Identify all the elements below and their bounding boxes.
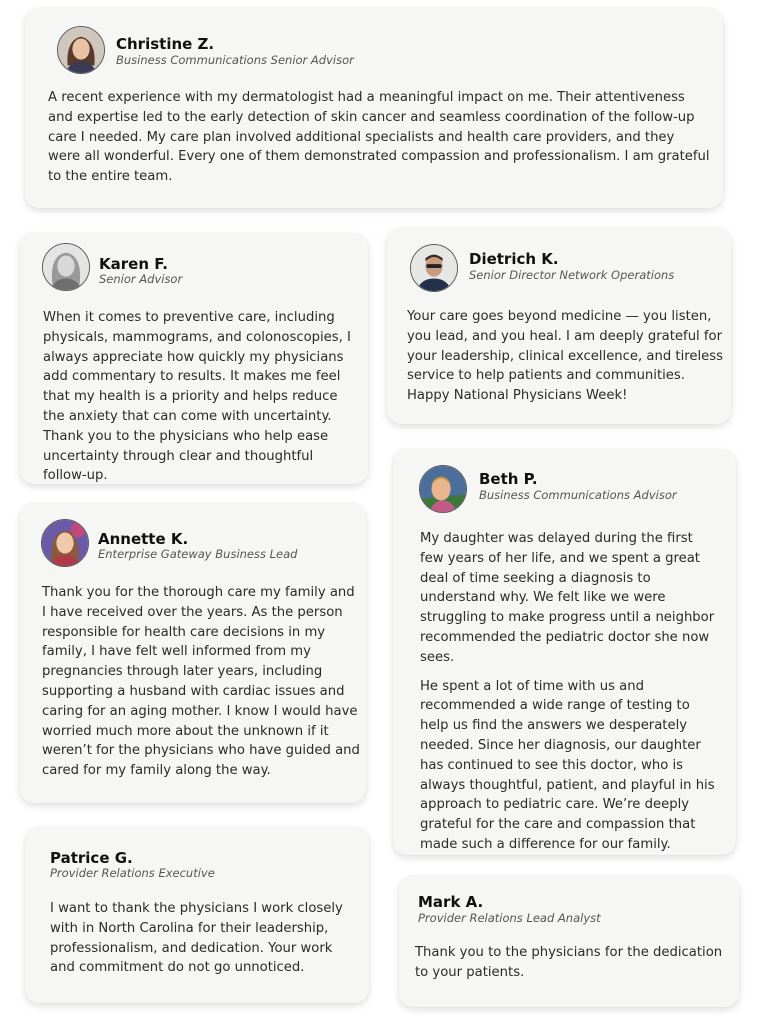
avatar [410, 244, 458, 292]
testimonial-card-christine [25, 8, 723, 208]
person-name: Karen F. [99, 255, 168, 273]
testimonial-text: I want to thank the physicians I work closely with in North Carolina for their leadership, professionalism, and dedication. Your work and commitment do not go unnoticed. [50, 901, 343, 976]
person-title: Provider Relations Executive [50, 866, 215, 880]
person-title: Business Communications Senior Advisor [116, 53, 354, 67]
avatar [42, 243, 90, 291]
testimonial-card-karen [20, 233, 368, 484]
testimonial-card-beth [393, 449, 736, 855]
person-name: Mark A. [418, 893, 484, 911]
avatar [41, 519, 89, 567]
avatar [419, 465, 467, 513]
testimonial-text [420, 529, 718, 864]
person-title: Provider Relations Lead Analyst [418, 911, 601, 925]
testimonial-card-mark [399, 876, 739, 1007]
testimonial-text: When it comes to preventive care, including physicals, mammograms, and colonoscopies, I always appreciate how quickly my physicians add commentary to results. It makes me feel that my health is a priority and helps reduce the anxiety that can come with uncertainty. Thank you to the physicians who help ease uncertainty through clear and thoughtful follow-up. [43, 310, 351, 484]
person-title: Business Communications Advisor [479, 488, 677, 502]
testimonial-text: Thank you to the physicians for the dedication to your patients. [415, 945, 723, 980]
person-title: Enterprise Gateway Business Lead [98, 547, 298, 561]
person-title: Senior Director Network Operations [469, 268, 675, 282]
testimonial-card-annette [20, 503, 366, 803]
person-title: Senior Advisor [99, 272, 183, 286]
person-name: Christine Z. [116, 35, 215, 53]
person-name: Annette K. [98, 530, 189, 548]
testimonial-text: Your care goes beyond medicine — you listen, you lead, and you heal. I am deeply grateful for your leadership, clinical excellence, and tireless service to help patients and communities. Happy National Physicians Week! [407, 309, 724, 404]
person-name: Patrice G. [50, 849, 133, 867]
testimonial-card-patrice [25, 827, 369, 1003]
testimonial-text: A recent experience with my dermatologist had a meaningful impact on me. Their attentiveness and expertise led to the early detection of skin cancer and seamless coordination of the follow-up care I needed. My care plan involved additional specialists and health care providers, and they were all wonderful. Every one of them demonstrated compassion and professionalism. I am grateful to the entire team. [48, 90, 710, 185]
testimonial-card-dietrich [387, 228, 731, 424]
testimonial-paragraph: My daughter was delayed during the first few years of her life, and we spent a great deal of time seeking a diagnosis to understand why. We felt like we were struggling to make progress until a neighbor recommended the pediatric doctor she now sees. [420, 531, 715, 665]
person-name: Dietrich K. [469, 250, 559, 268]
person-name: Beth P. [479, 470, 538, 488]
testimonial-paragraph: He spent a lot of time with us and recommended a wide range of testing to help us find the answers we desperately needed. Since her diagnosis, our daughter has continued to see this doctor, who is always thoughtful, patient, and playful in his approach to pediatric care. We’re deeply grateful for the care and compassion that made such a difference for our family. [420, 678, 715, 852]
testimonial-text: Thank you for the thorough care my family and I have received over the years. As the person responsible for health care decisions in my family, I have felt well informed from my pregnancies through later years, including supporting a husband with cardiac issues and caring for an aging mother. I know I would have worried much more about the unknown if it weren’t for the physicians who have guided and cared for my family along the way. [42, 585, 360, 779]
avatar [57, 26, 105, 74]
